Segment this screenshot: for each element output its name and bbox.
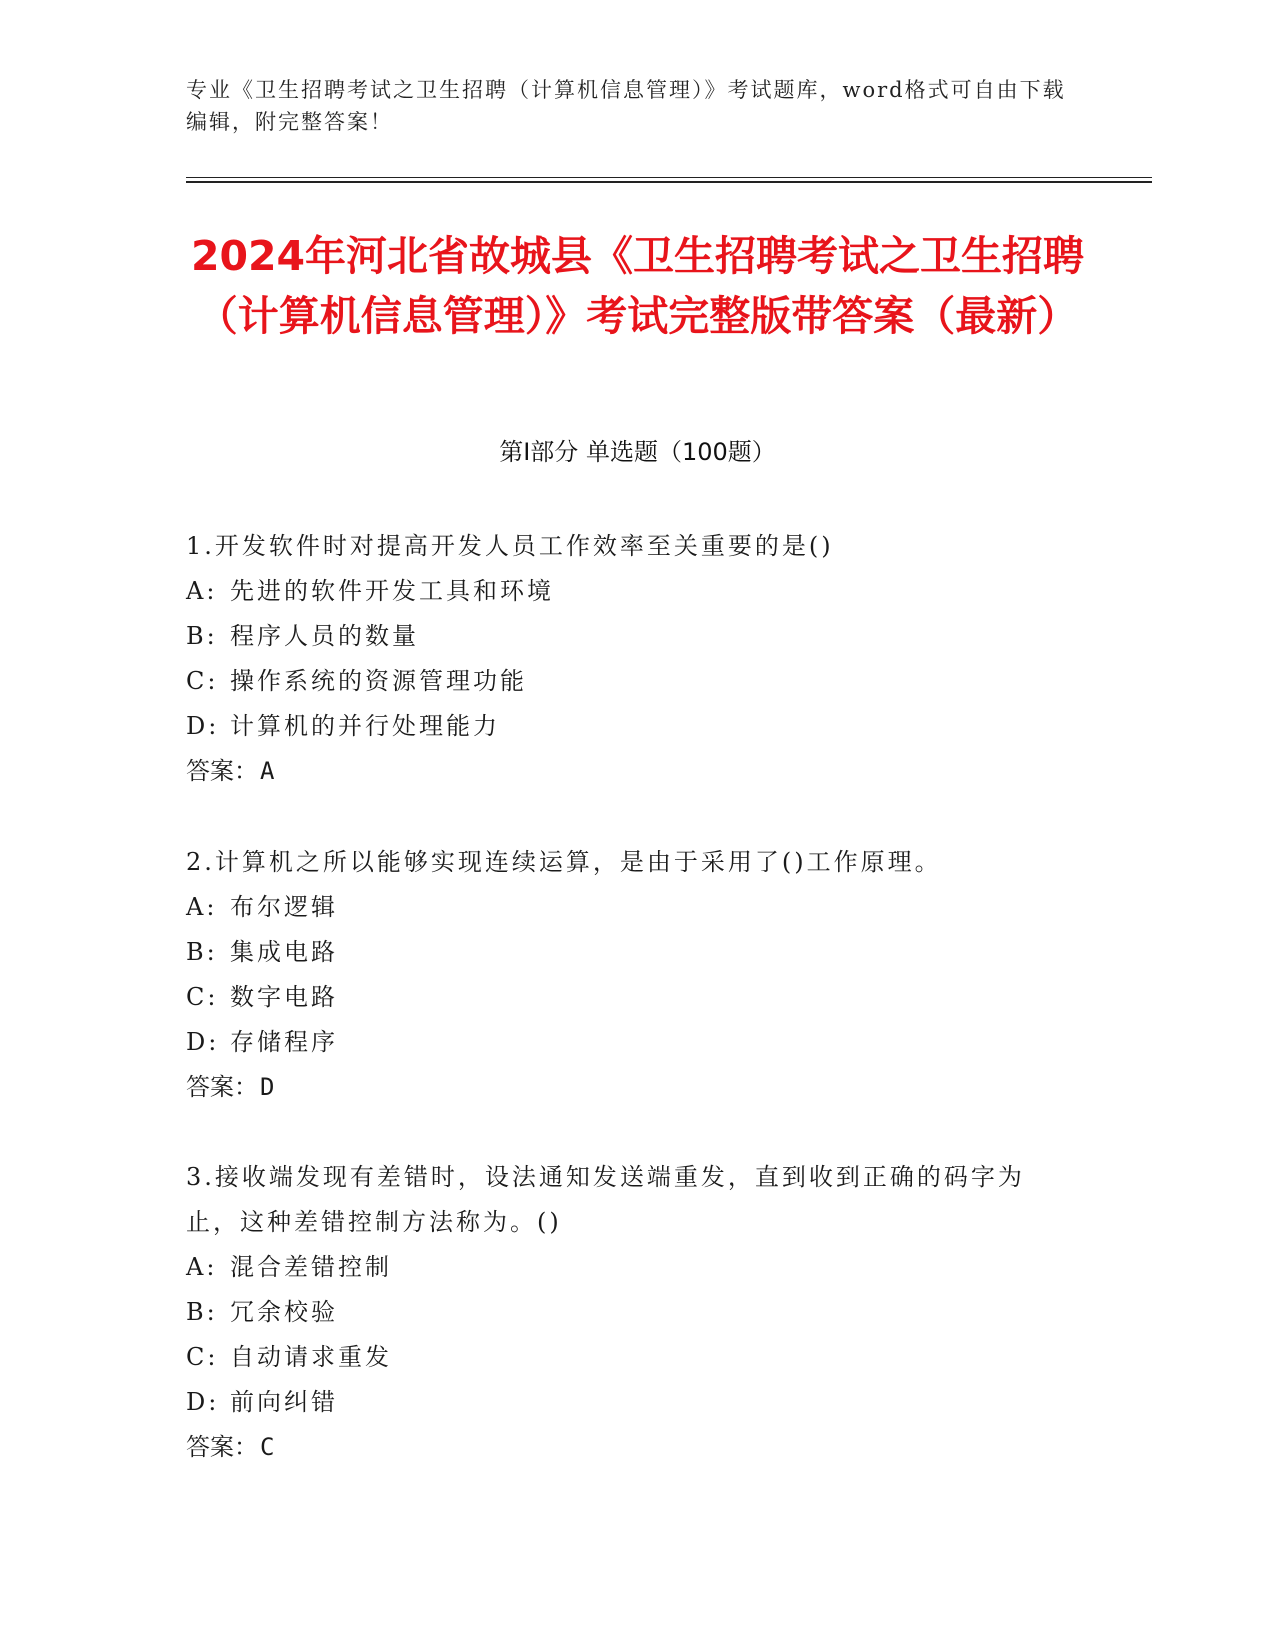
answer-line: [186, 1065, 1066, 1110]
option-text: 集成电路: [230, 938, 338, 966]
option-d: [186, 1020, 1066, 1065]
answer-line: [186, 1425, 1066, 1470]
header-note: 专业《卫生招聘考试之卫生招聘（计算机信息管理）》考试题库，word格式可自由下载编辑，附完整答案！: [186, 78, 1066, 134]
question-3: [186, 1155, 1066, 1470]
option-c: [186, 975, 1066, 1020]
option-text: 前向纠错: [230, 1388, 338, 1416]
question-2: [186, 840, 1066, 1110]
option-text: 自动请求重发: [230, 1343, 392, 1371]
option-key: D:: [186, 712, 220, 740]
answer-label: 答案：: [186, 1433, 258, 1461]
answer-value: C: [260, 1433, 275, 1461]
option-a: [186, 569, 1066, 614]
option-text: 混合差错控制: [230, 1253, 392, 1281]
option-key: A:: [186, 893, 218, 921]
answer-label: 答案：: [186, 1073, 258, 1101]
option-key: B:: [186, 1298, 218, 1326]
option-b: [186, 1290, 1066, 1335]
option-d: [186, 1380, 1066, 1425]
section-heading: 第Ⅰ部分 单选题（100题）: [499, 438, 776, 466]
option-key: C:: [186, 983, 219, 1011]
option-text: 冗余校验: [230, 1298, 338, 1326]
option-b: [186, 614, 1066, 659]
answer-label: 答案：: [186, 757, 258, 785]
answer-value: A: [260, 757, 275, 785]
option-key: A:: [186, 577, 218, 605]
document-title: 2024年河北省故城县《卫生招聘考试之卫生招聘（计算机信息管理）》考试完整版带答案（最新）: [190, 232, 1085, 340]
option-key: B:: [186, 938, 218, 966]
option-text: 数字电路: [230, 983, 338, 1011]
answer-value: D: [260, 1073, 275, 1101]
option-key: C:: [186, 667, 219, 695]
option-a: [186, 885, 1066, 930]
option-c: [186, 659, 1066, 704]
option-key: C:: [186, 1343, 219, 1371]
option-a: [186, 1245, 1066, 1290]
question-stem: 1.开发软件时对提高开发人员工作效率至关重要的是(): [186, 532, 834, 560]
question-stem: 3.接收端发现有差错时，设法通知发送端重发，直到收到正确的码字为止，这种差错控制方法称为。(): [186, 1163, 1025, 1236]
question-stem: 2.计算机之所以能够实现连续运算，是由于采用了()工作原理。: [186, 848, 942, 876]
option-text: 先进的软件开发工具和环境: [230, 577, 554, 605]
option-b: [186, 930, 1066, 975]
option-text: 计算机的并行处理能力: [230, 712, 500, 740]
answer-line: [186, 749, 1066, 794]
header-rule-thin: [186, 177, 1152, 178]
option-key: A:: [186, 1253, 218, 1281]
option-text: 存储程序: [230, 1028, 338, 1056]
option-text: 程序人员的数量: [230, 622, 419, 650]
option-key: D:: [186, 1388, 220, 1416]
option-key: D:: [186, 1028, 220, 1056]
option-d: [186, 704, 1066, 749]
option-text: 布尔逻辑: [230, 893, 338, 921]
header-rule-thick: [186, 181, 1152, 183]
option-text: 操作系统的资源管理功能: [230, 667, 527, 695]
option-c: [186, 1335, 1066, 1380]
question-1: [186, 524, 1066, 794]
option-key: B:: [186, 622, 218, 650]
